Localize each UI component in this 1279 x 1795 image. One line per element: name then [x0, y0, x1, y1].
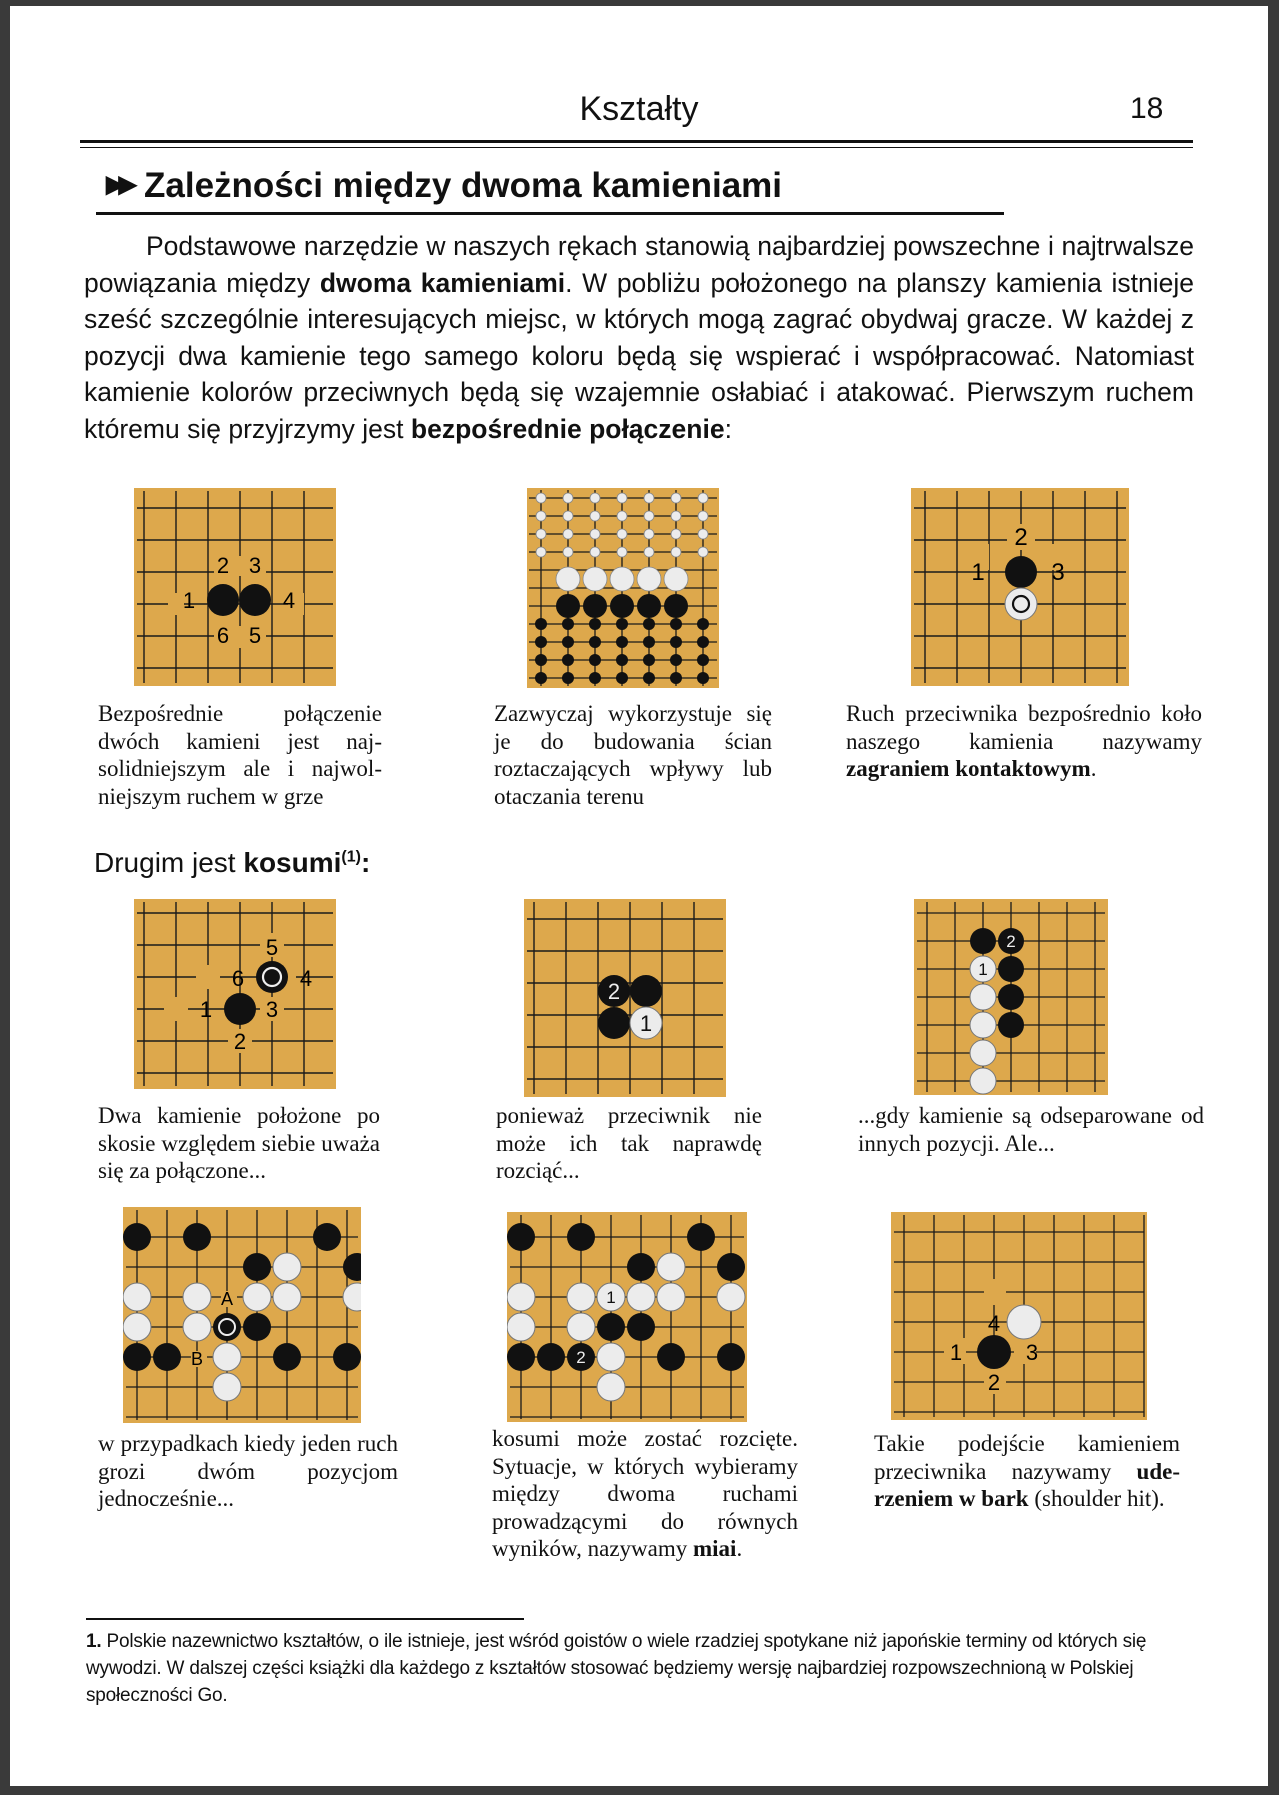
- small-black-stone: [535, 654, 547, 666]
- white-stone: [213, 1343, 241, 1371]
- small-white-stone: [563, 547, 573, 557]
- go-diagram-2: [527, 488, 719, 688]
- go-diagram-5: [524, 899, 726, 1097]
- black-stone: [977, 1335, 1011, 1369]
- small-black-stone: [670, 636, 682, 648]
- move-label: 6: [216, 623, 230, 648]
- go-diagram-4: [134, 899, 336, 1089]
- small-black-stone: [697, 618, 709, 630]
- black-stone: [333, 1343, 361, 1371]
- small-white-stone: [644, 529, 654, 539]
- section-title: [106, 166, 782, 206]
- small-white-stone: [536, 529, 546, 539]
- small-black-stone: [562, 636, 574, 648]
- black-stone: [664, 594, 688, 618]
- black-stone: [183, 1223, 211, 1251]
- caption-walls: Zazwyczaj wykorzystuje się je do budowania ścian roztaczających wpływy lub otaczania terenu: [494, 701, 772, 809]
- white-stone: [123, 1313, 151, 1341]
- kosumi-subheading: Drugim jest kosumi$^{(1)}$:: [94, 847, 371, 878]
- white-stone: [657, 1253, 685, 1281]
- go-diagram-1: [134, 488, 336, 686]
- go-diagram-9: [891, 1212, 1147, 1420]
- move-label: 3: [248, 553, 262, 578]
- white-stone: [970, 1012, 996, 1038]
- white-stone: [1007, 1305, 1041, 1339]
- small-white-stone: [698, 511, 708, 521]
- move-label: 4: [299, 966, 313, 991]
- small-white-stone: [590, 529, 600, 539]
- term-direct-connection: bezpośrednie połączenie: [410, 413, 725, 444]
- black-stone: [610, 594, 634, 618]
- small-black-stone: [589, 654, 601, 666]
- black-stone: [123, 1343, 151, 1371]
- small-white-stone: [698, 529, 708, 539]
- caption-separated: ...gdy kamienie są odseparowane od innych pozycji. Ale...: [858, 1103, 1204, 1156]
- white-stone: [273, 1283, 301, 1311]
- small-black-stone: [643, 672, 655, 684]
- caption-miai: kosumi może zostać rozcięte. Sytuacje, w których wybieramy między dwoma ruchami prowadzącymi do równych wyników, nazywamy miai.: [492, 1426, 798, 1561]
- white-stone: [637, 567, 661, 591]
- small-white-stone: [563, 529, 573, 539]
- small-black-stone: [589, 672, 601, 684]
- move-label: 2: [1014, 524, 1028, 551]
- black-stone: [637, 594, 661, 618]
- white-stone: [970, 1040, 996, 1066]
- small-black-stone: [535, 672, 547, 684]
- small-white-stone: [536, 493, 546, 503]
- caption-cannot-cut: ponieważ przeciwnik nie może ich tak naprawdę rozciąć...: [496, 1103, 762, 1183]
- intro-paragraph: Podstawowe narzędzie w naszych rękach stanowią najbardziej powszechne i najtrwalsze powiązania między dwoma kamieniami. W pobliżu położonego na planszy kamienia istnieje sześć szczególnie interesujących miejsc, w których mogą zagrać obydwaj gracze. W każdej z pozycji dwa kamienie tego samego koloru będą się wspierać i współpracować. Natomiast kamienie kolorów przeciwnych będą się wzajemnie osłabiać i atakować. Pierwszym ruchem któremu się przyjrzymy jest bezpośrednie połączenie:: [84, 231, 1194, 444]
- black-stone: [998, 1012, 1024, 1038]
- small-white-stone: [536, 547, 546, 557]
- white-stone: [597, 1373, 625, 1401]
- small-white-stone: [644, 547, 654, 557]
- small-white-stone: [563, 511, 573, 521]
- black-stone: [243, 1313, 271, 1341]
- white-stone: [556, 567, 580, 591]
- small-black-stone: [616, 618, 628, 630]
- small-black-stone: [643, 618, 655, 630]
- white-stone: [970, 984, 996, 1010]
- white-stone: [664, 567, 688, 591]
- move-label: 2: [216, 553, 230, 578]
- white-stone: [507, 1283, 535, 1311]
- small-white-stone: [644, 493, 654, 503]
- white-stone: [507, 1313, 535, 1341]
- section-title-underline: [96, 212, 1004, 215]
- white-stone: [627, 1283, 655, 1311]
- black-stone: [256, 961, 288, 993]
- move-label: 3: [1025, 1340, 1039, 1365]
- small-white-stone: [590, 511, 600, 521]
- footnote-rule: [86, 1618, 524, 1620]
- small-black-stone: [589, 618, 601, 630]
- move-number: 1: [606, 1288, 616, 1307]
- black-stone: [537, 1343, 565, 1371]
- small-black-stone: [643, 654, 655, 666]
- black-stone: [507, 1343, 535, 1371]
- page-number: 18: [1130, 92, 1164, 125]
- small-black-stone: [643, 636, 655, 648]
- move-label: 6: [231, 966, 245, 991]
- small-black-stone: [697, 672, 709, 684]
- small-white-stone: [698, 493, 708, 503]
- small-white-stone: [617, 547, 627, 557]
- header-rule: [80, 140, 1193, 143]
- black-stone: [243, 1253, 271, 1281]
- small-black-stone: [616, 636, 628, 648]
- white-stone: [583, 567, 607, 591]
- black-stone: [627, 1253, 655, 1281]
- header-rule-thin: [80, 147, 1193, 148]
- black-stone: [273, 1343, 301, 1371]
- black-stone: [717, 1253, 745, 1281]
- caption-diagonal-connected: Dwa kamienie położone po skosie względem siebie uważa się za połączone...: [98, 1103, 380, 1183]
- small-white-stone: [563, 493, 573, 503]
- black-stone: [657, 1343, 685, 1371]
- go-diagram-3: [911, 488, 1129, 686]
- go-diagram-6: [914, 899, 1108, 1095]
- move-label: 1: [182, 588, 196, 613]
- small-white-stone: [617, 511, 627, 521]
- black-stone: [598, 1007, 630, 1039]
- white-stone: [123, 1283, 151, 1311]
- black-stone: [567, 1223, 595, 1251]
- white-stone: [273, 1253, 301, 1281]
- small-black-stone: [562, 654, 574, 666]
- small-black-stone: [589, 636, 601, 648]
- small-white-stone: [698, 547, 708, 557]
- black-stone: [123, 1223, 151, 1251]
- black-stone: [717, 1343, 745, 1371]
- small-black-stone: [562, 672, 574, 684]
- small-black-stone: [535, 618, 547, 630]
- small-black-stone: [670, 618, 682, 630]
- small-white-stone: [590, 493, 600, 503]
- term-two-stones: dwoma kamieniami: [319, 267, 566, 298]
- move-label: 5: [248, 623, 262, 648]
- small-white-stone: [536, 511, 546, 521]
- caption-shoulder-hit: Takie podejście kamieniem przeciwnika nazywamy uderzeniem w bark (shoulder hit).: [874, 1431, 1180, 1511]
- black-stone: [687, 1223, 715, 1251]
- move-label: 2: [233, 1029, 247, 1054]
- caption-direct-connection: Bezpośrednie połączenie dwóch kamieni jest najsolidniejszym ale i najwolniejszym ruchem w grze: [98, 701, 382, 809]
- white-stone: [597, 1343, 625, 1371]
- black-stone: [556, 594, 580, 618]
- caption-double-threat: w przypadkach kiedy jeden ruch grozi dwóm pozycjom jednocześnie...: [98, 1431, 398, 1511]
- white-stone: [1005, 588, 1037, 620]
- move-label: 3: [1051, 559, 1065, 586]
- black-stone: [1005, 556, 1037, 588]
- small-white-stone: [671, 493, 681, 503]
- small-black-stone: [670, 654, 682, 666]
- small-white-stone: [671, 511, 681, 521]
- black-stone: [998, 984, 1024, 1010]
- black-stone: [213, 1313, 241, 1341]
- move-label: 4: [282, 588, 296, 613]
- small-black-stone: [535, 636, 547, 648]
- small-black-stone: [616, 654, 628, 666]
- white-stone: [567, 1313, 595, 1341]
- small-white-stone: [590, 547, 600, 557]
- move-label: 1: [949, 1340, 963, 1365]
- small-black-stone: [670, 672, 682, 684]
- black-stone: [998, 956, 1024, 982]
- move-label: 1: [199, 997, 213, 1022]
- small-white-stone: [617, 529, 627, 539]
- point-label: B: [190, 1349, 204, 1369]
- section-title-text: Zależności między dwoma kamieniami: [144, 166, 782, 205]
- black-stone: [507, 1223, 535, 1251]
- move-label: 3: [265, 997, 279, 1022]
- page: [10, 6, 1268, 1786]
- move-label: 5: [265, 935, 279, 960]
- go-diagram-8: [507, 1212, 747, 1422]
- go-diagram-7: [123, 1207, 361, 1423]
- white-stone: [970, 1068, 996, 1094]
- black-stone: [627, 1313, 655, 1341]
- move-label: 1: [971, 559, 985, 586]
- black-stone: [630, 975, 662, 1007]
- black-stone: [239, 584, 271, 616]
- small-black-stone: [697, 654, 709, 666]
- move-label: 4: [987, 1311, 1001, 1336]
- small-white-stone: [671, 547, 681, 557]
- small-white-stone: [617, 493, 627, 503]
- white-stone: [213, 1373, 241, 1401]
- black-stone: [970, 928, 996, 954]
- move-number: 2: [607, 979, 621, 1004]
- running-header-title: Kształty: [579, 90, 699, 128]
- white-stone: [567, 1283, 595, 1311]
- move-number: 2: [1006, 932, 1016, 951]
- double-arrow-icon: ▶▶: [106, 171, 131, 199]
- black-stone: [153, 1343, 181, 1371]
- white-stone: [183, 1283, 211, 1311]
- white-stone: [183, 1313, 211, 1341]
- point-label: A: [220, 1289, 234, 1309]
- footnote: 1. Polskie nazewnictwo kształtów, o ile istnieje, jest wśród goistów o wiele rzadziej spotykane niż japońskie terminy od których się wywodzi. W dalszej części książki dla każdego z kształtów stosować będziemy wersję najbardziej rozpowszechnioną w Polskiej społeczności Go.: [86, 1631, 1147, 1706]
- small-white-stone: [644, 511, 654, 521]
- move-number: 2: [576, 1348, 586, 1367]
- black-stone: [313, 1223, 341, 1251]
- small-black-stone: [562, 618, 574, 630]
- move-label: 2: [987, 1370, 1001, 1395]
- small-white-stone: [671, 529, 681, 539]
- black-stone: [597, 1313, 625, 1341]
- white-stone: [717, 1283, 745, 1311]
- black-stone: [224, 993, 256, 1025]
- black-stone: [583, 594, 607, 618]
- move-number: 1: [639, 1011, 653, 1036]
- black-stone: [207, 584, 239, 616]
- white-stone: [610, 567, 634, 591]
- small-black-stone: [616, 672, 628, 684]
- move-number: 1: [978, 960, 988, 979]
- white-stone: [243, 1283, 271, 1311]
- small-black-stone: [697, 636, 709, 648]
- caption-contact-play: Ruch przeciwnika bezpośrednio koło naszego kamienia nazywamy zagraniem kontaktowym.: [846, 701, 1202, 781]
- white-stone: [657, 1283, 685, 1311]
